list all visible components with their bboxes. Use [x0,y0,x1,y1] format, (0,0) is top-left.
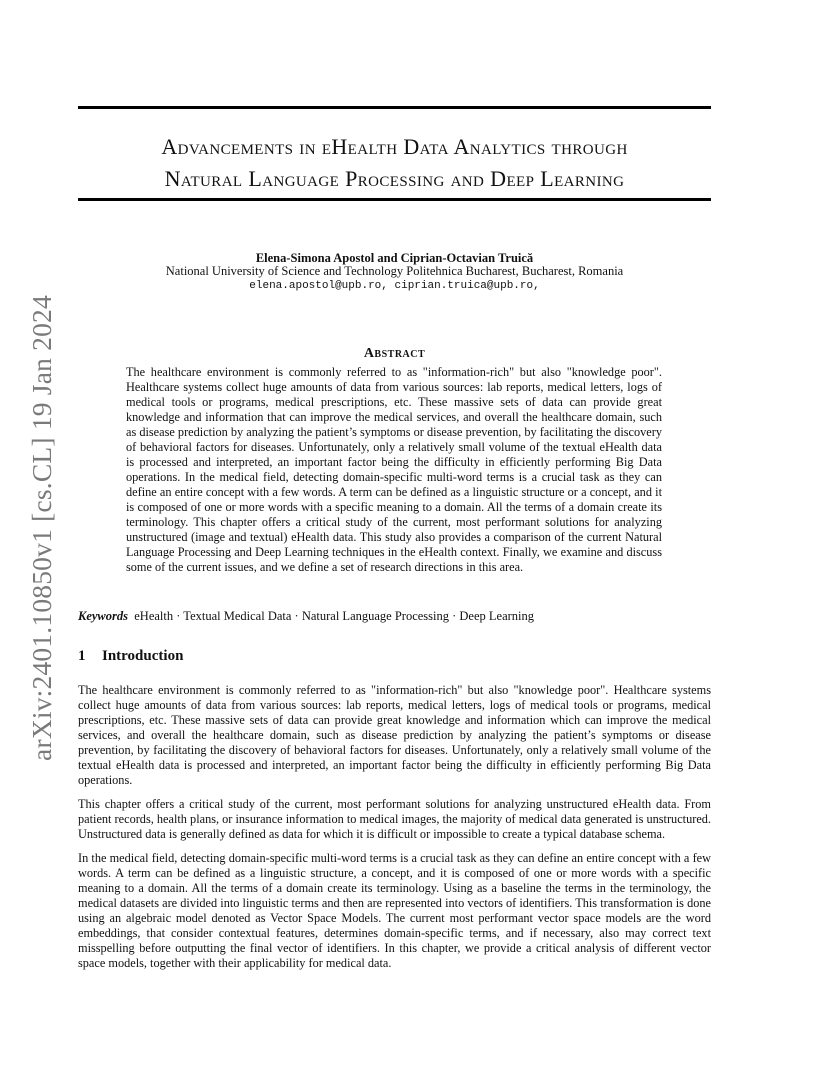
introduction-body [78,683,711,980]
arxiv-identifier: arXiv:2401.10850v1 [cs.CL] 19 Jan 2024 [26,294,58,761]
title-bottom-rule [78,198,711,201]
keywords-list: eHealth · Textual Medical Data · Natural Language Processing · Deep Learning [134,609,535,623]
paper-title [78,131,711,195]
paragraph: In the medical field, detecting domain-specific multi-word terms is a crucial task as they can define an entire concept with a few words. A term can be defined as a linguistic structure, a concept, and it is composed of one or more words with a specific meaning to a domain. All the terms of a domain create its terminology. Using as a baseline the terms in the terminology, the medical datasets are divided into linguistic terms and then are represented into vectors of identifiers. This transformation is done using an algebraic model denoted as Vector Space Models. The current most performant vector space models are the word embeddings, that consider contextual features, determines domain-specific terms, and if necessary, also may correct text misspelling before outputting the final vector of identifiers. In this chapter, we provide a critical analysis of different vector space models, together with their applicability for medical data. [78,851,711,970]
paragraph: The healthcare environment is commonly referred to as "information-rich" but also "knowledge poor". Healthcare systems collect huge amounts of data from various sources: lab reports, medical letters, logs of medical tools or programs, medical prescriptions, etc. These massive sets of data can provide great knowledge and information which can improve the medical services, and overall the healthcare domain, such as disease prediction by analyzing the patient’s symptoms or disease prevention, by facilitating the discovery of behavioral factors for diseases. Unfortunately, only a relatively small volume of the textual eHealth data is processed and interpreted, an important factor being the difficulty in efficiently performing Big Data operations. [78,683,711,787]
section-heading-introduction [78,646,711,666]
title-line-2: Natural Language Processing and Deep Learning [164,166,625,191]
abstract-heading: Abstract [363,346,426,361]
keywords [78,608,711,624]
paragraph: This chapter offers a critical study of the current, most performant solutions for analyzing unstructured eHealth data. From patient records, health plans, or insurance information to medical images, the majority of medical data generated is unstructured. Unstructured data is generally defined as data for which it is difficult or impossible to create a typical database schema. [78,797,711,841]
author-emails: elena.apostol@upb.ro, ciprian.truica@upb.ro, [249,280,540,292]
author-affiliation: National University of Science and Technology Politehnica Bucharest, Bucharest, Romania [165,264,624,278]
section-number: 1 [78,648,86,664]
author-names: Elena-Simona Apostol and Ciprian-Octavian Truică [255,251,534,265]
abstract-text: The healthcare environment is commonly referred to as "information-rich" but also "knowledge poor". Healthcare systems collect huge amounts of data from various sources: lab reports, medical letters, logs of medical tools or programs, medical prescriptions, etc. These massive sets of data can provide great knowledge and information that can improve the medical services, and overall the healthcare domain, such as disease prediction by analyzing the patient’s symptoms or disease prevention, by facilitating the discovery of behavioral factors for diseases. Unfortunately, only a relatively small volume of the textual eHealth data is processed and interpreted, an important factor being the difficulty in efficiently performing Big Data operations. In the medical field, detecting domain-specific multi-word terms is a crucial task as they can define an entire concept with a few words. A term can be defined as a linguistic structure or a concept, and it is composed of one or more words with a specific meaning to a domain. All the terms of a domain create its terminology. This chapter offers a critical study of the current, most performant solutions for analyzing unstructured (image and textual) eHealth data. This study also provides a comparison of the current Natural Language Processing and Deep Learning techniques in the eHealth context. Finally, we examine and discuss some of the current issues, and we define a set of research directions in this area. [126,365,662,574]
title-line-1: Advancements in eHealth Data Analytics through [161,134,628,159]
title-top-rule [78,106,711,109]
section-title: Introduction [102,648,184,664]
arxiv-side-stamp [22,295,62,760]
keywords-label: Keywords [78,609,128,623]
